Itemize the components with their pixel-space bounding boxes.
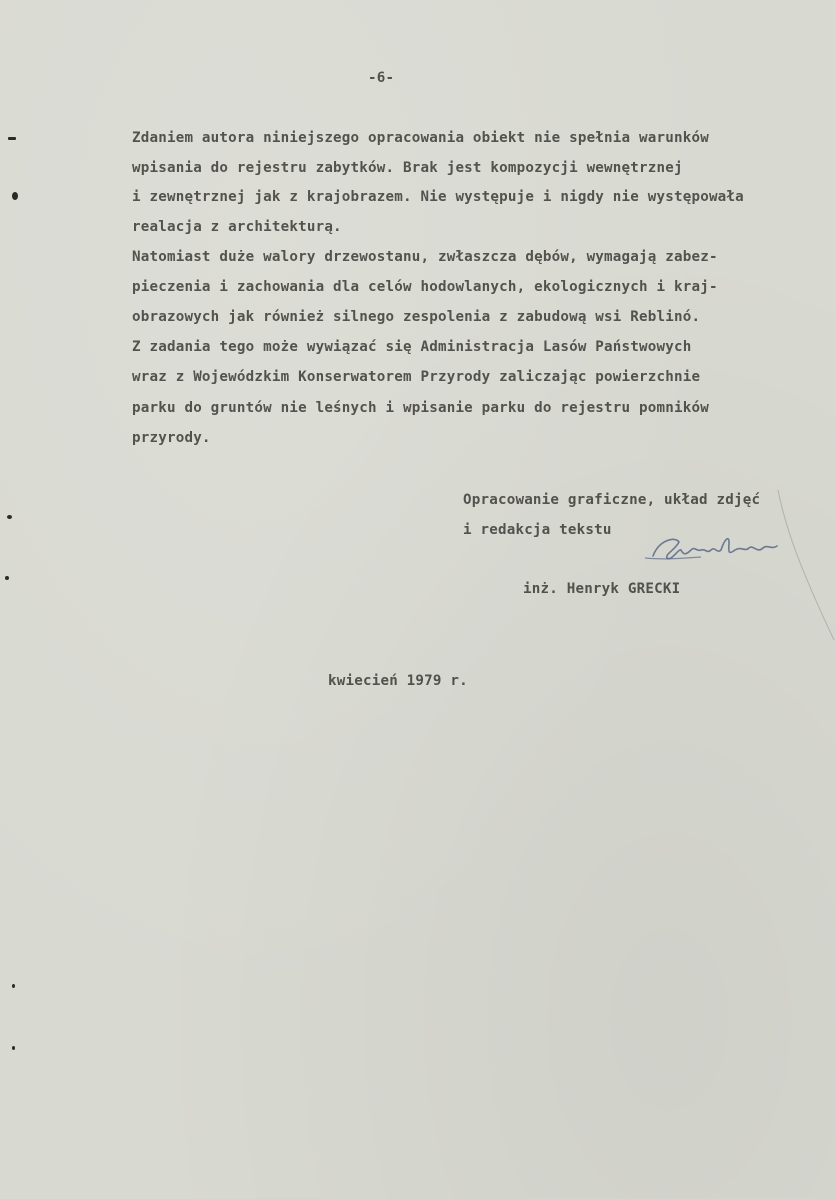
body-text-line: realacja z architekturą. — [132, 219, 342, 235]
binding-hole-mark — [12, 1046, 15, 1050]
author-name: inż. Henryk GRECKI — [523, 581, 681, 597]
credits-line-1: Opracowanie graficzne, układ zdjęć — [463, 492, 761, 508]
binding-hole-mark — [5, 576, 9, 580]
binding-hole-mark — [8, 137, 16, 140]
document-date: kwiecień 1979 r. — [328, 673, 468, 689]
page-number: -6- — [368, 70, 395, 86]
body-text-line: Natomiast duże walory drzewostanu, zwłaszcza dębów, wymagają zabez- — [132, 249, 718, 265]
body-text-line: obrazowych jak również silnego zespolenia z zabudową wsi Reblinó. — [132, 309, 701, 325]
body-text-line: i zewnętrznej jak z krajobrazem. Nie występuje i nigdy nie występowała — [132, 189, 744, 205]
body-text-line: Zdaniem autora niniejszego opracowania obiekt nie spełnia warunków — [132, 130, 709, 146]
body-text-line: parku do gruntów nie leśnych i wpisanie parku do rejestru pomników — [132, 400, 709, 416]
binding-hole-mark — [12, 192, 18, 200]
body-text-line: wraz z Wojewódzkim Konserwatorem Przyrody zaliczając powierzchnie — [132, 369, 701, 385]
body-text-line: pieczenia i zachowania dla celów hodowlanych, ekologicznych i kraj- — [132, 279, 718, 295]
binding-hole-mark — [7, 515, 12, 519]
body-text-line: Z zadania tego może wywiązać się Administracja Lasów Państwowych — [132, 339, 692, 355]
binding-hole-mark — [12, 984, 15, 988]
body-text-line: wpisania do rejestru zabytków. Brak jest kompozycji wewnętrznej — [132, 160, 683, 176]
paper-fold-crease — [776, 490, 836, 650]
credits-line-2: i redakcja tekstu — [463, 522, 612, 538]
body-text-line: przyrody. — [132, 430, 211, 446]
